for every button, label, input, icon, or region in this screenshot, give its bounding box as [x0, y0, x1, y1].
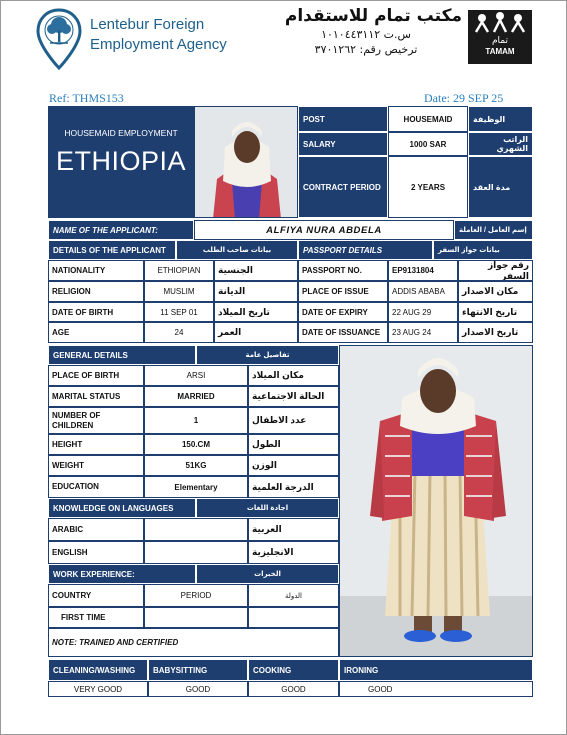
general-value: 150.CM — [144, 434, 248, 455]
details-label: AGE — [48, 322, 144, 343]
employment-header — [48, 106, 194, 218]
general-label: NUMBER OF CHILDREN — [48, 407, 144, 434]
general-value: Elementary — [144, 476, 248, 498]
general-label: EDUCATION — [48, 476, 144, 498]
skill-value: GOOD — [339, 681, 533, 697]
general-label-ar: الدرجة العلمية — [248, 476, 339, 498]
details-title-ar: بيانات صاحب الطلب — [176, 240, 298, 260]
details-label-ar: تاريخ الميلاد — [214, 302, 298, 322]
partner-logo-text: TAMAM — [485, 47, 515, 56]
passport-label-ar: مكان الاصدار — [458, 281, 533, 302]
salary-value: 1000 SAR — [388, 132, 468, 156]
employment-type: HOUSEMAID EMPLOYMENT — [64, 128, 178, 138]
general-label-ar: الوزن — [248, 455, 339, 476]
partner-name-ar: مكتب تمام للاستقدام — [284, 6, 462, 26]
general-label: PLACE OF BIRTH — [48, 365, 144, 386]
language-label: ARABIC — [48, 518, 144, 541]
experience-country-header-ar: الدولة — [248, 584, 339, 607]
passport-value: 22 AUG 29 — [388, 302, 458, 322]
passport-label: PASSPORT NO. — [298, 260, 388, 281]
reference-number: Ref: THMS153 — [49, 91, 124, 105]
contract-value: 2 YEARS — [388, 156, 468, 218]
passport-label: PLACE OF ISSUE — [298, 281, 388, 302]
general-title-ar: تفاصيل عامة — [196, 345, 339, 365]
general-label: WEIGHT — [48, 455, 144, 476]
details-label-ar: الجنسية — [214, 260, 298, 281]
language-level — [144, 541, 248, 564]
passport-label-ar: تاريخ الاصدار — [458, 322, 533, 343]
experience-first-time: FIRST TIME — [48, 607, 144, 628]
languages-title-ar: اجادة اللغات — [196, 498, 339, 518]
general-value: ARSI — [144, 365, 248, 386]
experience-title-ar: الخبرات — [196, 564, 339, 584]
applicant-photo-full — [339, 345, 533, 657]
general-label: MARITAL STATUS — [48, 386, 144, 407]
details-value: 11 SEP 01 — [144, 302, 214, 322]
language-label-ar: الانجليزية — [248, 541, 339, 564]
passport-title-ar: بيانات جواز السفر — [433, 240, 533, 260]
passport-title: PASSPORT DETAILS — [298, 240, 433, 260]
tree-map-pin-icon — [36, 8, 82, 70]
passport-value: ADDIS ABABA — [388, 281, 458, 302]
general-value: MARRIED — [144, 386, 248, 407]
agency-name-line1: Lentebur Foreign — [90, 16, 205, 33]
partner-logo-ar: تمام — [491, 36, 509, 46]
applicant-photo-small — [194, 106, 298, 218]
language-label: ENGLISH — [48, 541, 144, 564]
general-label-ar: مكان الميلاد — [248, 365, 339, 386]
applicant-name-label-ar: إسم العامل / العاملة — [454, 220, 533, 240]
passport-label: DATE OF EXPIRY — [298, 302, 388, 322]
agency-name-line2: Employment Agency — [90, 36, 227, 53]
post-label-ar: الوظيفة — [468, 106, 533, 132]
experience-note: NOTE: TRAINED AND CERTIFIED — [48, 628, 339, 657]
contract-label: CONTRACT PERIOD — [298, 156, 388, 218]
skill-value: GOOD — [148, 681, 248, 697]
skill-value: GOOD — [248, 681, 339, 697]
general-label-ar: الحالة الاجتماعية — [248, 386, 339, 407]
agency-name — [90, 15, 227, 55]
country-title: ETHIOPIA — [55, 146, 187, 176]
details-label: RELIGION — [48, 281, 144, 302]
experience-period-header: PERIOD — [144, 584, 248, 607]
passport-label-ar: رقم جواز السفر — [458, 260, 533, 281]
language-level — [144, 518, 248, 541]
post-label: POST — [298, 106, 388, 132]
experience-first-time-country — [248, 607, 339, 628]
general-label-ar: الطول — [248, 434, 339, 455]
general-label-ar: عدد الاطفال — [248, 407, 339, 434]
post-value: HOUSEMAID — [388, 106, 468, 132]
skill-header: IRONING — [339, 659, 533, 681]
languages-title: KNOWLEDGE ON LANGUAGES — [48, 498, 196, 518]
general-value: 51KG — [144, 455, 248, 476]
passport-label: DATE OF ISSUANCE — [298, 322, 388, 343]
contract-label-ar: مدة العقد — [468, 156, 533, 218]
passport-value: 23 AUG 24 — [388, 322, 458, 343]
experience-first-time-period — [144, 607, 248, 628]
details-value: ETHIOPIAN — [144, 260, 214, 281]
passport-label-ar: تاريخ الانتهاء — [458, 302, 533, 322]
salary-label: SALARY — [298, 132, 388, 156]
details-value: 24 — [144, 322, 214, 343]
partner-cr-number: س.ت ١٠١٠٤٤٣١١٢ — [321, 28, 411, 41]
details-label: NATIONALITY — [48, 260, 144, 281]
details-label: DATE OF BIRTH — [48, 302, 144, 322]
partner-license-number: ترخيص رقم: ٣٧٠١٢٦٢ — [314, 43, 418, 56]
applicant-name-value: ALFIYA NURA ABDELA — [194, 220, 454, 240]
applicant-name-label: NAME OF THE APPLICANT: — [48, 220, 194, 240]
details-label-ar: الديانة — [214, 281, 298, 302]
skill-header: COOKING — [248, 659, 339, 681]
salary-label-ar: الراتب الشهري — [468, 132, 533, 156]
general-label: HEIGHT — [48, 434, 144, 455]
skill-header: CLEANING/WASHING — [48, 659, 148, 681]
general-value: 1 — [144, 407, 248, 434]
details-value: MUSLIM — [144, 281, 214, 302]
experience-title: WORK EXPERIENCE: — [48, 564, 196, 584]
skill-header: BABYSITTING — [148, 659, 248, 681]
experience-country-header: COUNTRY — [48, 584, 144, 607]
general-title: GENERAL DETAILS — [48, 345, 196, 365]
passport-value: EP9131804 — [388, 260, 458, 281]
people-icon — [468, 10, 532, 36]
partner-logo — [468, 10, 532, 64]
details-title: DETAILS OF THE APPLICANT — [48, 240, 176, 260]
details-label-ar: العمر — [214, 322, 298, 343]
skill-value: VERY GOOD — [48, 681, 148, 697]
document-date: Date: 29 SEP 25 — [424, 91, 504, 105]
language-label-ar: العربية — [248, 518, 339, 541]
